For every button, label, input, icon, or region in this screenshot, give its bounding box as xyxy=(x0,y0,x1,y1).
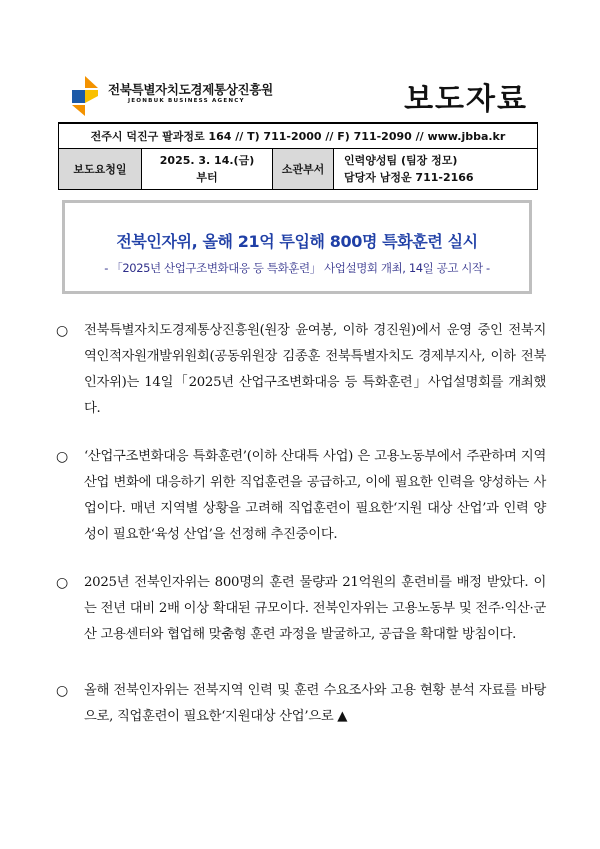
paragraph-text: 전북특별자치도경제통상진흥원(원장 윤여봉, 이하 경진원)에서 운영 중인 전북지역인적자원개발위원회(공동위원장 김종훈 전북특별자치도 경제부지사, 이하 전북인자위)는 14일「2025년 산업구조변화대응 등 특화훈련」사업설명회를 개최했다. xyxy=(84,323,546,416)
paragraph-4 xyxy=(56,678,546,730)
address-line: 전주시 덕진구 팔과정로 164 // T) 711-2000 // F) 711-2090 // www.jbba.kr xyxy=(59,123,538,149)
bullet-circle-icon: ○ xyxy=(56,575,68,591)
paragraph-1 xyxy=(56,318,546,422)
header xyxy=(58,70,538,120)
paragraph-3 xyxy=(56,570,546,648)
dept-contact: 담당자 남정운 711-2166 xyxy=(344,171,474,184)
org-name-en: JEONBUK BUSINESS AGENCY xyxy=(128,98,245,104)
bullet-circle-icon: ○ xyxy=(56,683,68,699)
paragraph-text: ‘산업구조변화대응 특화훈련’(이하 산대특 사업) 은 고용노동부에서 주관하며 지역 산업 변화에 대응하기 위한 직업훈련을 공급하고, 이에 필요한 인력을 양성하는 사업이다. 매년 지역별 상황을 고려해 직업훈련이 필요한‘지원 대상 산업’과 인력 양성이 필요한‘육성 산업’을 선정해 추진중이다. xyxy=(84,449,546,542)
doc-type-title: 보도자료 xyxy=(404,82,528,117)
request-date-line1: 2025. 3. 14.(금) xyxy=(159,154,255,167)
body-text xyxy=(56,318,546,730)
agency-logo-icon xyxy=(68,76,102,116)
org-name-ko: 전북특별자치도경제통상진흥원 xyxy=(108,82,273,97)
headline-subtitle: - 「2025년 산업구조변화대응 등 특화훈련」 사업설명회 개최, 14일 공고 시작 - xyxy=(104,261,490,275)
dept-label: 소관부서 xyxy=(273,149,334,190)
headline-title: 전북인자위, 올해 21억 투입해 800명 특화훈련 실시 xyxy=(116,232,478,251)
paragraph-text: 올해 전북인자위는 전북지역 인력 및 훈련 수요조사와 고용 현황 분석 자료를 바탕으로, 직업훈련이 필요한‘지원대상 산업’으로 ▲ xyxy=(84,683,546,724)
dept-team: 인력양성팀 (팀장 정모) xyxy=(344,154,458,167)
request-date-line2: 부터 xyxy=(196,171,218,184)
bullet-circle-icon: ○ xyxy=(56,449,68,465)
paragraph-text: 2025년 전북인자위는 800명의 훈련 물량과 21억원의 훈련비를 배정 받았다. 이는 전년 대비 2배 이상 확대된 규모이다. 전북인자위는 고용노동부 및 전주·익산·군산 고용센터와 협업해 맞춤형 훈련 과정을 발굴하고, 공급을 확대할 방침이다. xyxy=(84,575,546,642)
bullet-circle-icon: ○ xyxy=(56,323,68,339)
paragraph-2 xyxy=(56,444,546,548)
info-table xyxy=(58,122,538,190)
request-date-label: 보도요청일 xyxy=(59,149,142,190)
request-date-value xyxy=(142,149,273,190)
headline-box xyxy=(62,200,532,294)
dept-value xyxy=(334,149,538,190)
